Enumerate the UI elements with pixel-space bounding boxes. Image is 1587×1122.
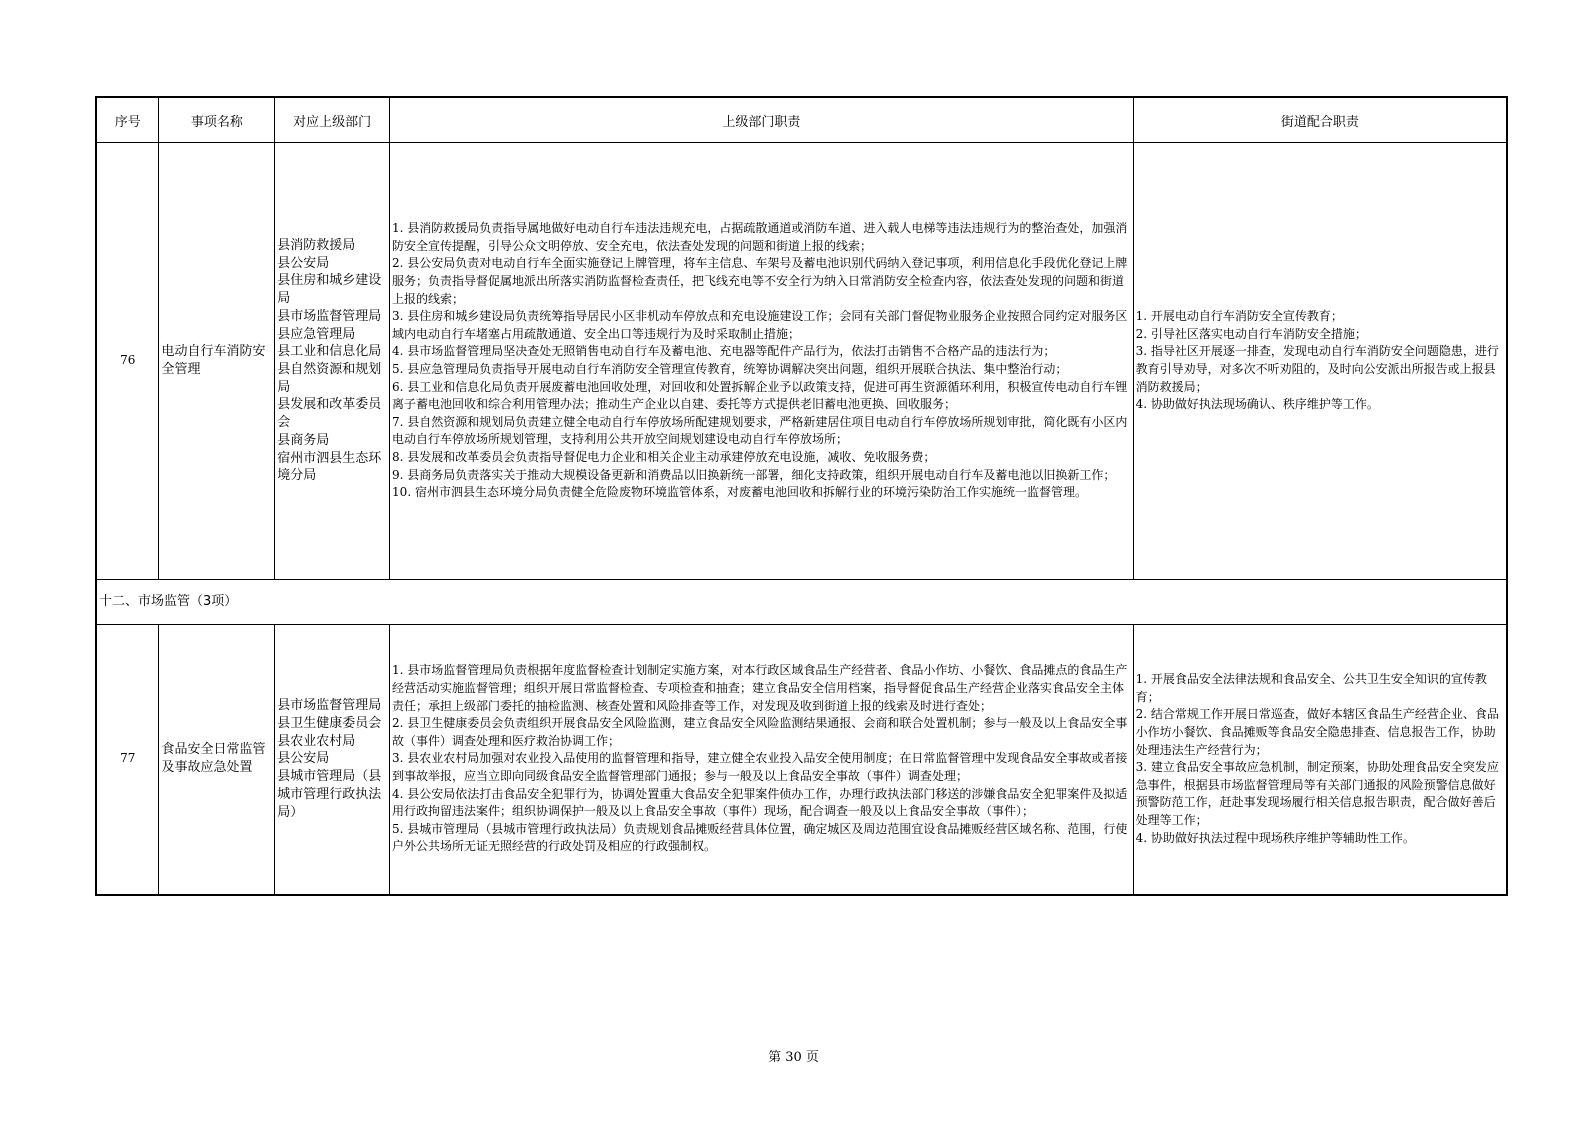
department-item: 县公安局 <box>277 751 330 767</box>
table-row <box>96 625 1507 895</box>
page-number: 第 30 页 <box>768 1050 819 1065</box>
section-row <box>96 580 1507 625</box>
row-no: 76 <box>96 143 159 580</box>
duty-item: 3. 县农业农村局加强对农业投入品使用的监督管理和指导，建立健全农业投入品安全使用制度；在日常监督管理中发现食品安全事故或者接到事故举报，应当立即向同级食品安全监督管理部门通报；参与一般及以上食品安全事故（事件）调查处理； <box>392 751 1128 784</box>
duty-item: 1. 县消防救援局负责指导属地做好电动自行车违法违规充电，占据疏散通道或消防车道、进入载人电梯等违法违规行为的整治查处，加强消防安全宣传提醒，引导公众文明停放、安全充电，依法查处发现的问题和街道上报的线索； <box>392 221 1128 253</box>
duty-list <box>390 625 1134 895</box>
duty-item: 10. 宿州市泗县生态环境分局负责健全危险废物环境监管体系，对废蓄电池回收和拆解行业的环境污染防治工作实施统一监督管理。 <box>392 485 1087 500</box>
street-duty-item: 3. 建立食品安全事故应急机制，制定预案，协助处理食品安全突发应急事件，根据县市场监督管理局等有关部门通报的风险预警信息做好预警防范工作，赶赴事发现场履行相关信息报告职责，配合做好善后处理等工作； <box>1135 760 1499 828</box>
section-title: 十二、市场监管（3项） <box>96 580 1507 625</box>
street-duty-item: 1. 开展食品安全法律法规和食品安全、公共卫生安全知识的宣传教育； <box>1135 672 1487 704</box>
duty-item: 6. 县工业和信息化局负责开展废蓄电池回收处理，对回收和处置拆解企业予以政策支持，促进可再生资源循环利用，积极宣传电动自行车锂离子蓄电池回收和综合利用管理办法；推动生产企业以自建、委托等方式提供老旧蓄电池更换、回收服务； <box>392 379 1128 412</box>
department-list <box>275 625 390 895</box>
street-duty-list <box>1133 143 1507 580</box>
duty-item: 7. 县自然资源和规划局负责建立健全电动自行车停放场所配建规划要求，严格新建居住项目电动自行车停放场所规划审批，简化既有小区内电动自行车停放场所规划管理，支持利用公共开放空间规划建设电动自行车停放场所； <box>392 414 1128 447</box>
department-item: 宿州市泗县生态环境分局 <box>277 450 382 484</box>
table-row <box>96 143 1507 580</box>
department-item: 县消防救援局 <box>277 238 356 254</box>
department-item: 县应急管理局 <box>277 326 356 342</box>
department-item: 县工业和信息化局 <box>277 344 382 360</box>
department-item: 县自然资源和规划局 <box>277 362 382 395</box>
street-duty-item: 2. 结合常规工作开展日常巡查，做好本辖区食品生产经营企业、食品小作坊小餐饮、食品摊贩等食品安全隐患排查、信息报告工作，协助处理违法生产经营行为； <box>1135 707 1499 757</box>
street-duty-item: 4. 协助做好执法现场确认、秩序维护等工作。 <box>1135 397 1379 412</box>
item-name: 食品安全日常监管及事故应急处置 <box>159 625 275 895</box>
duty-list <box>390 143 1134 580</box>
street-duty-list <box>1133 625 1507 895</box>
header-department: 对应上级部门 <box>275 97 390 143</box>
header-street-duties: 街道配合职责 <box>1133 97 1507 143</box>
department-list <box>275 143 390 580</box>
duty-item: 9. 县商务局负责落实关于推动大规模设备更新和消费品以旧换新统一部署，细化支持政策，组织开展电动自行车及蓄电池以旧换新工作； <box>392 467 1116 482</box>
department-item: 县市场监督管理局 <box>277 698 382 714</box>
duty-item: 5. 县城市管理局（县城市管理行政执法局）负责规划食品摊贩经营具体位置，确定城区及周边范围宜设食品摊贩经营区域名称、范围，行使户外公共场所无证无照经营的行政处罚及相应的行政强制权。 <box>392 821 1128 854</box>
department-item: 县城市管理局（县城市管理行政执法局） <box>277 769 382 820</box>
street-duty-item: 3. 指导社区开展逐一排查，发现电动自行车消防安全问题隐患，进行教育引导劝导，对多次不听劝阻的，及时向公安派出所报告或上报县消防救援局； <box>1135 344 1499 394</box>
header-item-name: 事项名称 <box>159 97 275 143</box>
item-name: 电动自行车消防安全管理 <box>159 143 275 580</box>
department-item: 县市场监督管理局 <box>277 308 382 324</box>
duty-item: 1. 县市场监督管理局负责根据年度监督检查计划制定实施方案，对本行政区域食品生产经营者、食品小作坊、小餐饮、食品摊点的食品生产经营活动实施监督管理；组织开展日常监督检查、专项检查和抽查；建立食品安全信用档案，指导督促食品生产经营企业落实食品安全主体责任；承担上级部门委托的抽检监测、核查处置和风险排查等工作，对发现及收到街道上报的线索及时进行查处； <box>392 663 1128 713</box>
street-duty-item: 1. 开展电动自行车消防安全宣传教育； <box>1135 309 1343 324</box>
department-item: 县农业农村局 <box>277 733 356 749</box>
duty-table <box>95 96 1508 896</box>
row-no: 77 <box>96 625 159 895</box>
department-item: 县商务局 <box>277 432 330 448</box>
department-item: 县发展和改革委员会 <box>277 397 382 431</box>
duty-item: 4. 县公安局依法打击食品安全犯罪行为，协调处置重大食品安全犯罪案件侦办工作，办理行政执法部门移送的涉嫌食品安全犯罪案件及拟适用行政拘留违法案件；组织协调保护一般及以上食品安全事故（事件）现场，配合调查一般及以上食品安全事故（事件）； <box>392 786 1128 819</box>
department-item: 县卫生健康委员会 <box>277 715 382 731</box>
header-duties: 上级部门职责 <box>390 97 1134 143</box>
department-item: 县住房和城乡建设局 <box>277 273 382 307</box>
duty-item: 2. 县卫生健康委员会负责组织开展食品安全风险监测，建立食品安全风险监测结果通报、会商和联合处置机制；参与一般及以上食品安全事故（事件）调查处理和医疗救治协调工作； <box>392 716 1128 748</box>
duty-item: 4. 县市场监督管理局坚决查处无照销售电动自行车及蓄电池、充电器等配件产品行为，依法打击销售不合格产品的违法行为； <box>392 344 1056 359</box>
street-duty-item: 4. 协助做好执法过程中现场秩序维护等辅助性工作。 <box>1135 830 1415 845</box>
duty-item: 8. 县发展和改革委员会负责指导督促电力企业和相关企业主动承建停放充电设施，减收、免收服务费； <box>392 449 936 464</box>
duty-item: 2. 县公安局负责对电动自行车全面实施登记上牌管理，将车主信息、车架号及蓄电池识别代码纳入登记事项，利用信息化手段优化登记上牌服务；负责指导督促属地派出所落实消防监督检查责任，把飞线充电等不安全行为纳入日常消防安全检查内容，依法查处发现的问题和街道上报的线索； <box>392 256 1128 306</box>
street-duty-item: 2. 引导社区落实电动自行车消防安全措施； <box>1135 326 1367 341</box>
header-no: 序号 <box>96 97 159 143</box>
header-row <box>96 97 1507 143</box>
department-item: 县公安局 <box>277 255 330 271</box>
duty-item: 3. 县住房和城乡建设局负责统筹指导居民小区非机动车停放点和充电设施建设工作；会同有关部门督促物业服务企业按照合同约定对服务区域内电动自行车堵塞占用疏散通道、安全出口等违规行为及时采取制止措施； <box>392 309 1128 341</box>
duty-item: 5. 县应急管理局负责指导开展电动自行车消防安全管理宣传教育，统筹协调解决突出问题，组织开展联合执法、集中整治行动； <box>392 362 1068 376</box>
